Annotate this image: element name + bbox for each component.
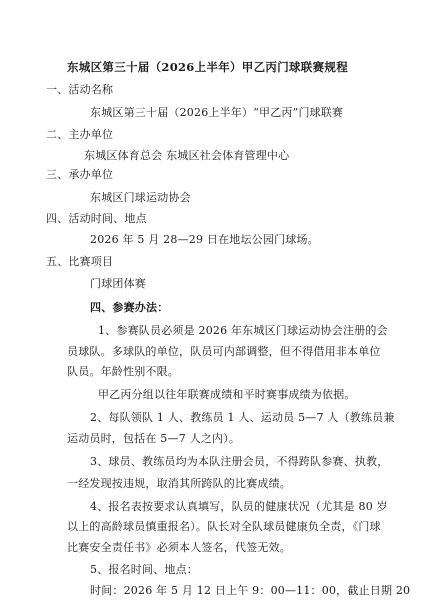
- paragraph-line: 时间：2026 年 5 月 12 日上午 9：00—11：00，截止日期 20: [90, 584, 411, 597]
- section-3-body: 东城区门球运动协会: [90, 191, 191, 204]
- section-1-body: 东城区第三十届（2026上半年）“甲乙丙”门球联赛: [90, 105, 344, 119]
- section-3-heading: 三、承办单位: [46, 167, 114, 181]
- paragraph-line: 甲乙丙分组以往年联赛成绩和平时赛事成绩为依据。: [98, 387, 356, 401]
- paragraph-line: 比赛安全责任书》必须本人签名，代签无效。: [67, 541, 291, 554]
- section-4-heading: 四、活动时间、地点: [46, 211, 147, 225]
- paragraph-line: 1、参赛队员必须是 2026 年东城区门球运动协会注册的会: [98, 323, 388, 337]
- paragraph-line: 3、球员、教练员均为本队注册会员，不得跨队参赛、执教，: [90, 454, 389, 468]
- section-2-heading: 二、主办单位: [46, 128, 114, 142]
- document-title: 东城区第三十届（2026上半年）甲乙丙门球联赛规程: [67, 60, 349, 74]
- paragraph-line: 运动员时，包括在 5—7 人之内）。: [67, 432, 241, 446]
- section-1-heading: 一、活动名称: [46, 83, 114, 97]
- section-4-body: 2026 年 5 月 28—29 日在地坛公园门球场。: [90, 233, 319, 247]
- paragraph-line: 2、每队领队 1 人、教练员 1 人、运动员 5—7 人（教练员兼: [90, 410, 395, 424]
- paragraph-line: 员球队。多球队的单位，队员可内部调整，但不得借用非本单位: [67, 344, 381, 358]
- paragraph-line: 5、报名时间、地点：: [90, 562, 198, 576]
- paragraph-line: 一经发现按违规，取消其所跨队的比赛成绩。: [67, 477, 291, 491]
- paragraph-line: 队员。年龄性别不限。: [67, 365, 179, 378]
- section-5-heading: 五、比赛项目: [46, 254, 114, 268]
- section-6-heading: 四、参赛办法：: [90, 300, 169, 314]
- section-5-body: 门球团体赛: [90, 277, 146, 291]
- paragraph-line: 4、报名表按要求认真填写，队员的健康状况（尤其是 80 岁: [90, 499, 388, 513]
- paragraph-line: 以上的高龄球员慎重报名）。队长对全队球员健康负全责，《门球: [67, 520, 381, 534]
- section-2-body: 东城区体育总会 东城区社会体育管理中心: [84, 148, 290, 162]
